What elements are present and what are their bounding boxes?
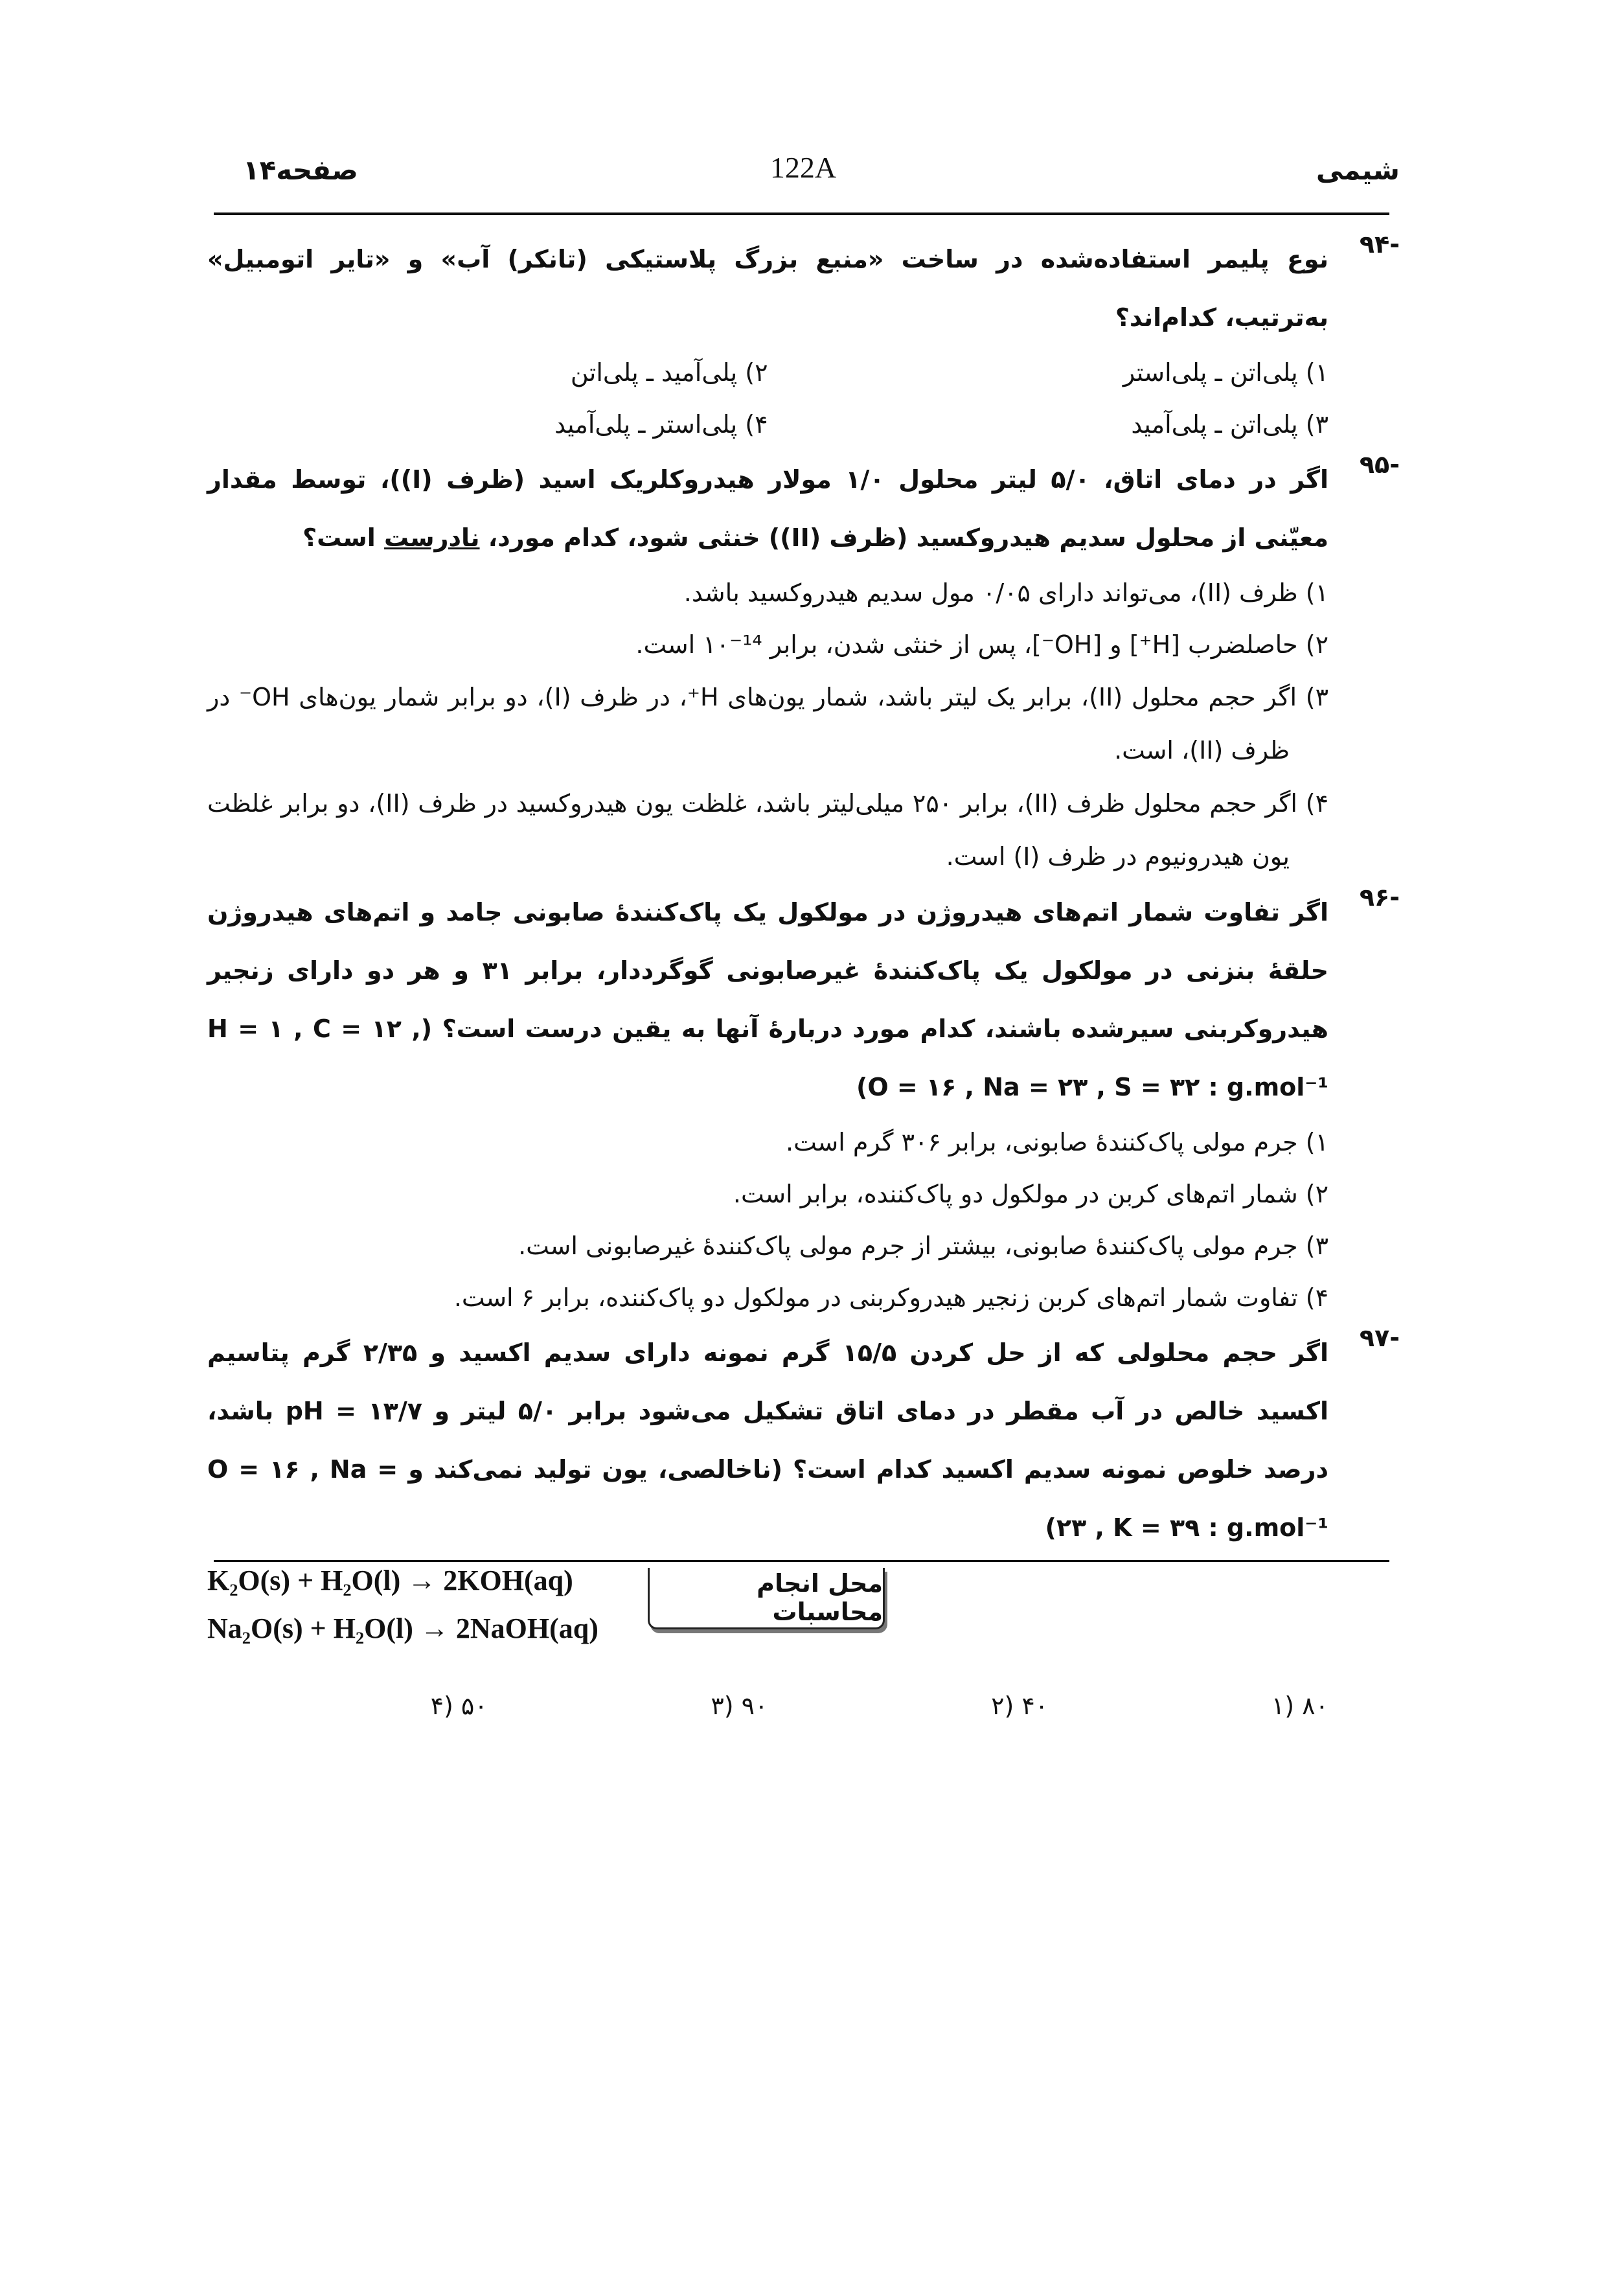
option-1[interactable]: ۱) جرم مولی پاک‌کنندهٔ صابونی، برابر ۳۰۶ گرم است. (786, 1128, 1328, 1156)
reaction-equation-1: K₂O(s) + H₂O(l) → 2KOH(aq) (207, 1565, 573, 1596)
header-divider (214, 212, 1389, 215)
option-2[interactable]: ۲) شمار اتم‌های کربن در مولکول دو پاک‌کننده، برابر است. (733, 1180, 1328, 1208)
option-4[interactable]: ۴) اگر حجم محلول ظرف (II)، برابر ۲۵۰ میلی‌لیتر باشد، غلظت یون هیدروکسید در ظرف (II)، دو برابر غلظت یون هیدرونیوم در ظرف (I) است. (207, 789, 1329, 871)
reaction-equation-2: Na₂O(s) + H₂O(l) → 2NaOH(aq) (207, 1613, 598, 1644)
question-95 (207, 450, 1400, 883)
stem-part-b: است؟ (302, 523, 385, 552)
question-stem: نوع پلیمر استفاده‌شده در ساخت «منبع بزرگ پلاستیکی (تانکر) آب» و «تایر اتومبیل» به‌ترتیب، کدام‌اند؟ (207, 245, 1328, 332)
question-stem: اگر تفاوت شمار اتم‌های هیدروژن در مولکول یک پاک‌کنندهٔ صابونی جامد و اتم‌های هیدروژن حلقهٔ بنزنی در مولکول یک پاک‌کنندهٔ غیرصابونی گوگرددار، برابر ۳۱ و هر دو دارای زنجیر هیدروکربنی سیرشده باشند، کدام مورد دربارهٔ آنها به یقین درست است؟ (H = ۱ , C = ۱۲ , O = ۱۶ , Na = ۲۳ , S = ۳۲ : g.mol⁻¹) (207, 898, 1328, 1101)
option-2[interactable]: ۲) حاصلضرب [H⁺] و [OH⁻]، پس از خنثی شدن، برابر ¹⁴⁻۱۰ است. (635, 630, 1328, 659)
option-2[interactable]: ۲) پلی‌آمید ـ پلی‌اتن (570, 358, 768, 387)
option-3[interactable]: ۳) پلی‌اتن ـ پلی‌آمید (1131, 410, 1328, 439)
questions-area (207, 230, 1400, 1732)
option-1[interactable]: ۱) ظرف (II)، می‌تواند دارای ۰/۰۵ مول سدیم هیدروکسید باشد. (683, 579, 1328, 607)
option-1[interactable]: ۸۰ (۱ (1271, 1692, 1328, 1720)
question-number: -۹۷ (1359, 1324, 1400, 1352)
calculation-area-label: محل انجام محاسبات (648, 1568, 885, 1629)
option-3[interactable]: ۳) اگر حجم محلول (II)، برابر یک لیتر باشد، شمار یون‌های H⁺، در ظرف (I)، دو برابر شمار یون‌های OH⁻ در ظرف (II)، است. (207, 683, 1328, 764)
header-booklet-code: 122A (769, 151, 837, 184)
option-3[interactable]: ۳) جرم مولی پاک‌کنندهٔ صابونی، بیشتر از جرم مولی پاک‌کنندهٔ غیرصابونی است. (518, 1232, 1328, 1260)
header-page-number: صفحه۱۴ (243, 154, 358, 186)
stem-part-a: اگر در دمای اتاق، ۵/۰ لیتر محلول ۱/۰ مولار هیدروکلریک اسید (ظرف (I))، توسط مقدار معیّنی از محلول سدیم هیدروکسید (ظرف (II)) خنثی شود، کدام مورد، (207, 465, 1329, 552)
question-97 (207, 1324, 1400, 1732)
header-subject: شیمی (1316, 154, 1400, 186)
option-4[interactable]: ۴) پلی‌استر ـ پلی‌آمید (554, 410, 768, 439)
option-2[interactable]: ۴۰ (۲ (991, 1692, 1049, 1720)
question-number: -۹۵ (1359, 450, 1400, 479)
option-3[interactable]: ۹۰ (۳ (711, 1692, 768, 1720)
question-stem (207, 450, 1328, 567)
question-94 (207, 230, 1400, 450)
stem-underlined-word: نادرست (384, 523, 480, 552)
options-grid (207, 347, 1328, 450)
question-96 (207, 883, 1400, 1324)
question-number: -۹۶ (1359, 883, 1400, 912)
option-1[interactable]: ۱) پلی‌اتن ـ پلی‌استر (1123, 358, 1328, 387)
option-4[interactable]: ۴) تفاوت شمار اتم‌های کربن زنجیر هیدروکربنی در مولکول دو پاک‌کننده، برابر ۶ است. (453, 1283, 1328, 1312)
question-number: -۹۴ (1359, 230, 1400, 258)
footer-divider (214, 1560, 1389, 1562)
options-row (207, 1680, 1328, 1732)
question-stem: اگر حجم محلولی که از حل کردن ۱۵/۵ گرم نمونه دارای سدیم اکسید و ۲/۳۵ گرم پتاسیم اکسید خالص در آب مقطر در دمای اتاق تشکیل می‌شود برابر ۵/۰ لیتر و pH = ۱۳/۷ باشد، درصد خلوص نمونه سدیم اکسید کدام است؟ (ناخالصی، یون تولید نمی‌کند و O = ۱۶ , Na = ۲۳ , K = ۳۹ : g.mol⁻¹) (207, 1338, 1328, 1542)
option-4[interactable]: ۵۰ (۴ (430, 1692, 488, 1720)
